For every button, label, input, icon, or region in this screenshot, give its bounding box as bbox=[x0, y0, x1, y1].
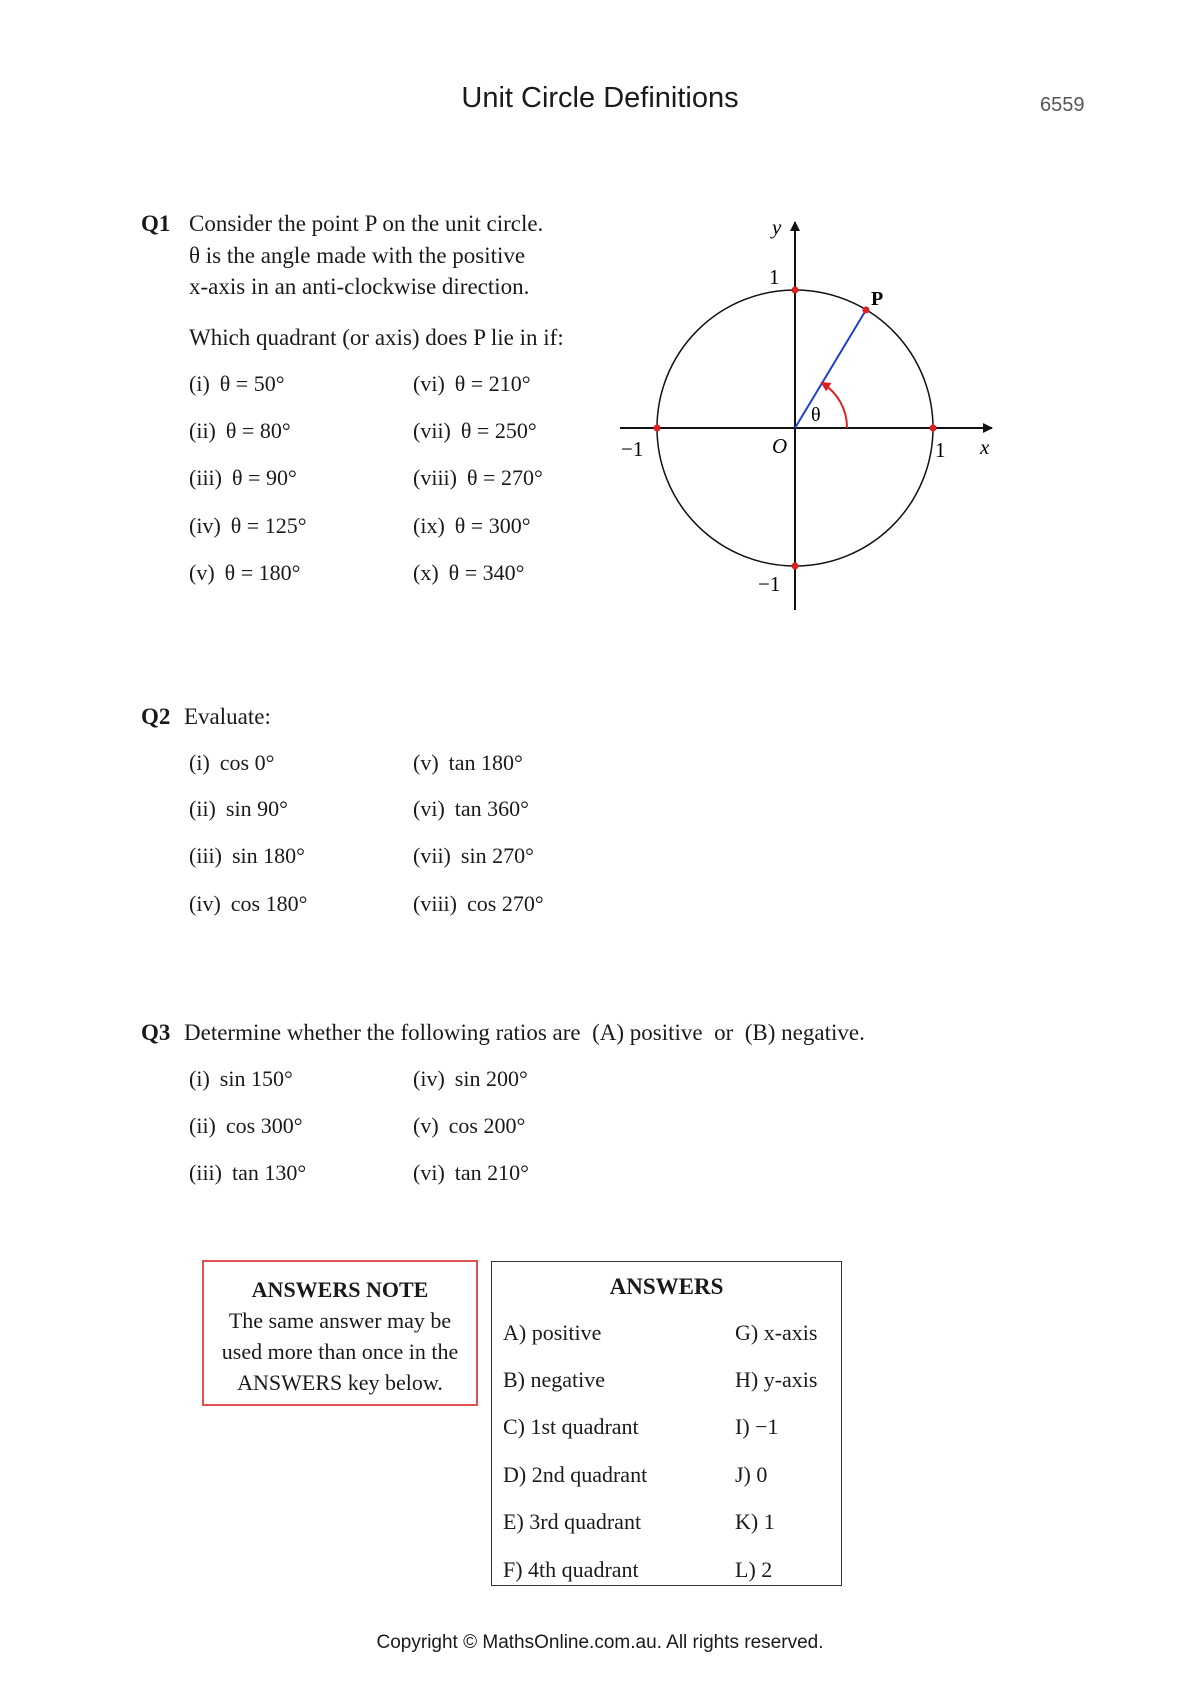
item-number: (i) bbox=[189, 371, 210, 396]
point-left bbox=[654, 425, 661, 432]
q3-prompt: Determine whether the following ratios are (A) positive or (B) negative. bbox=[184, 1020, 865, 1045]
origin-label: O bbox=[772, 434, 788, 458]
item-text: sin 150° bbox=[219, 1066, 293, 1091]
item-text: cos 0° bbox=[219, 750, 275, 775]
worksheet-code: 6559 bbox=[1040, 94, 1085, 116]
item-text: θ = 90° bbox=[232, 465, 297, 490]
answers-note-heading: ANSWERS NOTE bbox=[251, 1277, 429, 1302]
answer-f: F) 4th quadrant bbox=[503, 1557, 639, 1582]
item-number: (viii) bbox=[413, 891, 457, 916]
q2-prompt: Evaluate: bbox=[184, 704, 271, 729]
item-text: cos 180° bbox=[230, 891, 308, 916]
item-number: (iv) bbox=[413, 1066, 445, 1091]
item-number: (i) bbox=[189, 1066, 210, 1091]
item-number: (iii) bbox=[189, 465, 222, 490]
q2-item-viii bbox=[413, 891, 544, 917]
item-number: (x) bbox=[413, 560, 439, 585]
point-top bbox=[792, 287, 799, 294]
answer-i: I) −1 bbox=[735, 1414, 779, 1439]
point-right bbox=[930, 425, 937, 432]
q2-item-vi bbox=[413, 796, 529, 822]
answers-note-line-2: used more than once in the bbox=[221, 1339, 459, 1364]
q3-item-iv bbox=[413, 1066, 528, 1092]
item-text: θ = 250° bbox=[460, 418, 537, 443]
item-number: (vi) bbox=[413, 1160, 445, 1185]
q3-item-i bbox=[189, 1066, 293, 1092]
item-number: (iii) bbox=[189, 1160, 222, 1185]
theta-label: θ bbox=[811, 404, 821, 426]
answer-k: K) 1 bbox=[735, 1509, 775, 1534]
point-p-label: P bbox=[871, 288, 884, 310]
item-text: tan 210° bbox=[454, 1160, 529, 1185]
item-text: sin 270° bbox=[460, 843, 534, 868]
q2-item-iv bbox=[189, 891, 307, 917]
q3-item-iii bbox=[189, 1160, 306, 1186]
item-number: (ii) bbox=[189, 796, 216, 821]
q2-label: Q2 bbox=[141, 704, 171, 729]
item-text: θ = 180° bbox=[224, 560, 301, 585]
item-number: (iv) bbox=[189, 891, 221, 916]
answer-b: B) negative bbox=[503, 1367, 606, 1392]
q3-label: Q3 bbox=[141, 1020, 171, 1045]
q2-item-vii bbox=[413, 843, 534, 869]
q3-item-v bbox=[413, 1113, 525, 1139]
item-text: cos 200° bbox=[448, 1113, 526, 1138]
item-text: θ = 270° bbox=[467, 465, 543, 490]
y-axis-label: y bbox=[772, 215, 782, 239]
answers-note-line-1: The same answer may be bbox=[228, 1308, 452, 1333]
item-text: sin 200° bbox=[454, 1066, 528, 1091]
item-number: (ix) bbox=[413, 513, 445, 538]
x-axis-label: x bbox=[980, 435, 990, 459]
angle-arc bbox=[822, 383, 847, 428]
item-text: θ = 80° bbox=[225, 418, 291, 443]
q1-intro-line-2: θ is the angle made with the positive bbox=[189, 243, 526, 268]
answer-l: L) 2 bbox=[735, 1557, 773, 1582]
q1-intro-line-3: x-axis in an anti-clockwise direction. bbox=[189, 274, 530, 299]
item-number: (v) bbox=[413, 750, 439, 775]
q2-item-iii bbox=[189, 843, 305, 869]
q1-label: Q1 bbox=[141, 211, 171, 236]
q2-item-v bbox=[413, 750, 523, 776]
answers-key-box bbox=[491, 1261, 842, 1586]
answers-heading: ANSWERS bbox=[609, 1274, 724, 1299]
item-number: (vii) bbox=[413, 843, 451, 868]
item-number: (vi) bbox=[413, 796, 445, 821]
point-bottom bbox=[792, 563, 799, 570]
answer-a: A) positive bbox=[503, 1320, 602, 1345]
left-tick-label: −1 bbox=[621, 437, 644, 461]
answer-c: C) 1st quadrant bbox=[503, 1414, 639, 1439]
point-p bbox=[863, 307, 870, 314]
answer-j: J) 0 bbox=[735, 1462, 768, 1487]
answers-note-box bbox=[202, 1260, 478, 1406]
item-number: (ii) bbox=[189, 418, 216, 443]
item-text: θ = 125° bbox=[230, 513, 307, 538]
item-text: sin 90° bbox=[225, 796, 288, 821]
answer-g: G) x-axis bbox=[735, 1320, 818, 1345]
top-tick-label: 1 bbox=[769, 265, 780, 289]
item-number: (v) bbox=[413, 1113, 439, 1138]
q1-intro-line-1: Consider the point P on the unit circle. bbox=[189, 211, 544, 236]
item-number: (v) bbox=[189, 560, 215, 585]
page-title: Unit Circle Definitions bbox=[461, 82, 739, 114]
right-tick-label: 1 bbox=[935, 438, 946, 462]
item-number: (ii) bbox=[189, 1113, 216, 1138]
item-text: sin 180° bbox=[232, 843, 305, 868]
item-number: (vi) bbox=[413, 371, 445, 396]
item-text: tan 130° bbox=[232, 1160, 307, 1185]
item-text: θ = 340° bbox=[448, 560, 525, 585]
q2-item-i bbox=[189, 750, 274, 776]
item-text: θ = 300° bbox=[454, 513, 531, 538]
answer-e: E) 3rd quadrant bbox=[503, 1509, 642, 1534]
item-number: (vii) bbox=[413, 418, 451, 443]
item-text: cos 300° bbox=[225, 1113, 303, 1138]
q1-prompt: Which quadrant (or axis) does P lie in if: bbox=[189, 325, 564, 350]
q3-item-vi bbox=[413, 1160, 529, 1186]
radius-line bbox=[795, 310, 866, 428]
item-text: θ = 210° bbox=[454, 371, 531, 396]
q3-item-ii bbox=[189, 1113, 303, 1139]
item-text: θ = 50° bbox=[219, 371, 285, 396]
bottom-tick-label: −1 bbox=[758, 572, 781, 596]
item-number: (iii) bbox=[189, 843, 222, 868]
item-text: tan 360° bbox=[454, 796, 529, 821]
q2-item-ii bbox=[189, 796, 288, 822]
answer-d: D) 2nd quadrant bbox=[503, 1462, 648, 1487]
item-text: cos 270° bbox=[467, 891, 544, 916]
copyright-footer: Copyright © MathsOnline.com.au. All rights reserved. bbox=[376, 1632, 824, 1653]
item-text: tan 180° bbox=[448, 750, 523, 775]
item-number: (i) bbox=[189, 750, 210, 775]
item-number: (iv) bbox=[189, 513, 221, 538]
answers-note-line-3: ANSWERS key below. bbox=[237, 1370, 443, 1395]
item-number: (viii) bbox=[413, 465, 457, 490]
answer-h: H) y-axis bbox=[735, 1367, 818, 1392]
